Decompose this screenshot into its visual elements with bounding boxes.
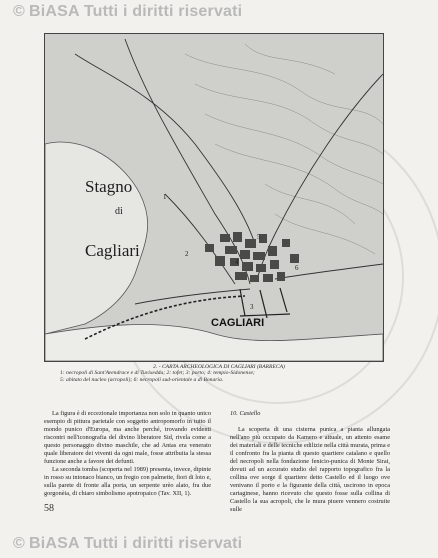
copyright-icon: © xyxy=(13,3,25,20)
map-label-stagno: Stagno xyxy=(85,177,133,196)
map-drawing xyxy=(45,34,383,361)
page-number: 58 xyxy=(44,503,54,514)
map-label-cagliari-lagoon: Cagliari xyxy=(85,241,140,260)
right-text-column xyxy=(230,410,390,514)
watermark-text: BiASA Tutti i diritti riservati xyxy=(29,3,243,20)
svg-text:4: 4 xyxy=(235,258,239,266)
archaeological-map xyxy=(44,33,384,362)
watermark-top xyxy=(0,2,438,22)
map-caption xyxy=(60,364,378,383)
left-paragraph-1: La figura è di eccezionale importanza non solo in quanto unico esempio di pittura parietale con soggetto antropomorfo in tutto il mondo punico d'Europa, ma anche perché, trovando evidenti riscontri nell'iconografia del divino liberatore Sid, rivela come a questo personaggio divino maschile, che ad Antas era venerato quale liberatore dei viventi da ogni male, fosse attribuita la stessa funzione anche a favore dei defunti. xyxy=(44,410,211,465)
map-label-city: CAGLIARI xyxy=(211,317,265,329)
left-paragraph-2: La seconda tomba (scoperta nel 1989) presenta, invece, dipinte in rosso su intonaco bianco, un fregio con palmette, fiori di loto e, sulla parete di fronte alla porta, un serpente urèo alato, fra due gorgonèia, di chiaro simbolismo apotropaico (Tav. XII, 1). xyxy=(44,466,211,497)
svg-text:6: 6 xyxy=(295,264,299,272)
svg-text:2: 2 xyxy=(185,250,189,258)
svg-text:5: 5 xyxy=(257,233,261,241)
caption-line-3: 5: abitato del nucleo (acropoli); 6: necropoli sud-orientale a di Bonaria. xyxy=(60,376,224,383)
watermark-bottom xyxy=(0,534,438,554)
watermark-text-bottom: BiASA Tutti i diritti riservati xyxy=(29,535,243,552)
section-heading: 10. Castello xyxy=(230,410,261,417)
right-paragraph-1: La scoperta di una cisterna punica a pianta allungata nell'ano più occupato da Kamero e attuale, un attento esame dei materiali e delle tecniche edilizie nella città murata, prima e il confronto fra la pianta di questo quartiere catalano e quello del necropoli nella fondazione fenicio-punica di Monte Sirai, dovuti ad un accurato studio del rapporto topografico fra la collina ove sorge il quartiere detto Castello ed il luogo ove venivano il porto e la figurante della città, uscirono in epoca cartaginese, hanno ricevuto che questo fosse sulla collina di Castello la sua acropoli, che le mura piuere vennero costruite sulle xyxy=(230,426,390,513)
copyright-icon-bottom: © xyxy=(13,535,25,552)
svg-text:1: 1 xyxy=(163,193,167,201)
caption-title: 2. - CARTA ARCHEOLOGICA DI CAGLIARI (BARRECA) xyxy=(153,364,285,370)
caption-line-2: 1: necropoli di Sant'Avendrace e di Tuvixeddu; 2: tofet; 3: porto; 4: tempio-Sidonense; xyxy=(60,370,255,377)
svg-text:3: 3 xyxy=(250,303,254,311)
left-text-column xyxy=(44,410,211,498)
map-label-di: di xyxy=(115,206,123,217)
